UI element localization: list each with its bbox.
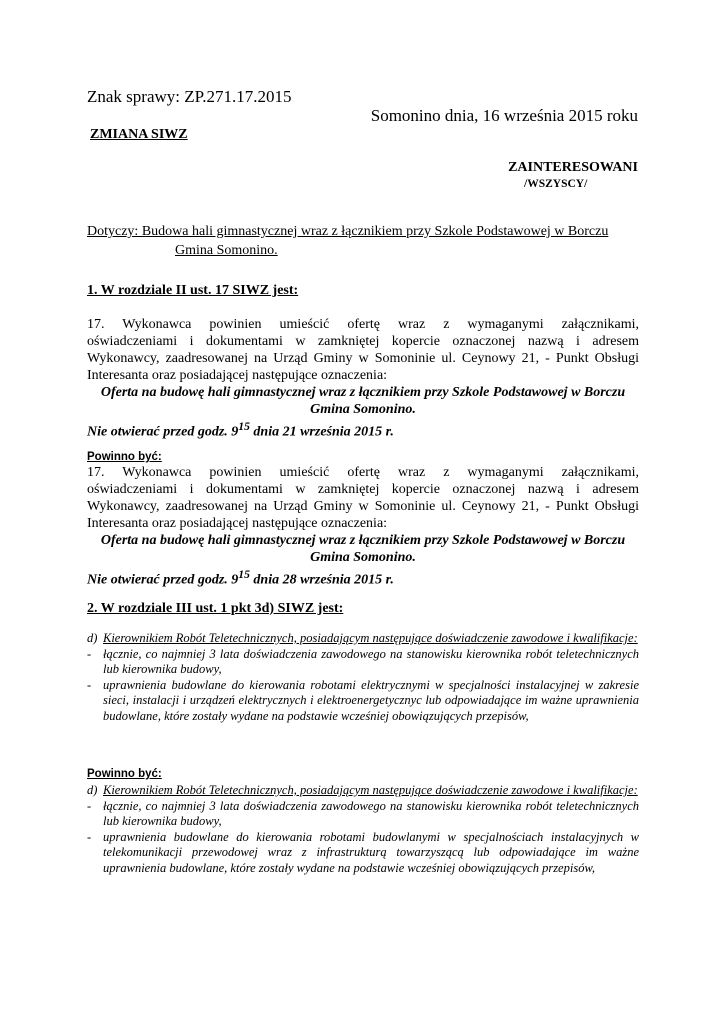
section2-heading: 2. W rozdziale III ust. 1 pkt 3d) SIWZ jest: (87, 601, 344, 616)
s1-should-offer1: Oferta na budowę hali gimnastycznej wraz z łącznikiem przy Szkole Podstawowej w Borczu (100, 533, 626, 548)
section1-should-label: Powinno być: (87, 451, 162, 463)
s2-is-bullet2: - (87, 677, 92, 692)
s1-should-line4: Interesanta oraz posiadającej następujące oznaczenia: (87, 516, 388, 531)
s1-should-line3: Wykonawcy, zaadresowanej na Urząd Gminy w Somoninie ul. Ceynowy 21, - Punkt Obsługi (87, 499, 639, 514)
s2-should-intro-row (87, 783, 639, 799)
s1-should-deadline-post: dnia 28 września 2015 r. (249, 572, 394, 588)
section1-current-text (87, 316, 639, 441)
s1-should-deadline (87, 566, 639, 589)
section1-heading: 1. W rozdziale II ust. 17 SIWZ jest: (87, 283, 299, 298)
s1-should-deadline-sup: 15 (238, 568, 250, 581)
s1-should-deadline-pre: Nie otwierać przed godz. 9 (87, 572, 239, 588)
s2-should-item2: uprawnienia budowlane do kierowania robotami budowlanymi w specjalnościach instalacyjnych w telekomunikacji przewodowej wraz z infrastrukturą towarzyszącą lub odpowiadające im ważne uprawnienia budowlane, które zostały wydane na podstawie wcześniej obowiązujących przepisów, (103, 829, 639, 875)
s1-is-deadline-sup: 15 (238, 420, 250, 433)
s2-should-item1-row (87, 799, 639, 830)
s1-should-line2: oświadczeniami i dokumentami w zamkniętej kopercie oznaczonej nazwą i adresem (87, 482, 639, 497)
case-sign: Znak sprawy: ZP.271.17.2015 (87, 87, 292, 106)
s1-is-offer1: Oferta na budowę hali gimnastycznej wraz z łącznikiem przy Szkole Podstawowej w Borczu (100, 385, 626, 400)
section2-new-list (87, 783, 639, 877)
s1-is-offer2: Gmina Somonino. (310, 402, 416, 417)
s2-should-item2-row (87, 830, 639, 877)
s2-should-item1: łącznie, co najmniej 3 lata doświadczenia zawodowego na stanowisku kierownika robót teletechnicznych lub kierownika budowy, (103, 798, 639, 829)
s1-should-line1: 17. Wykonawca powinien umieścić ofertę wraz z wymaganymi załącznikami, (87, 465, 639, 480)
s2-is-intro: Kierownikiem Robót Teletechnicznych, posiadającym następujące doświadczenie zawodowe i kwalifikacje: (103, 631, 638, 645)
s1-is-deadline-post: dnia 21 września 2015 r. (249, 424, 394, 440)
s2-is-bullet1: - (87, 646, 92, 661)
place-date: Somonino dnia, 16 września 2015 roku (370, 106, 638, 125)
s2-is-item1-row (87, 647, 639, 678)
s1-is-line3: Wykonawcy, zaadresowanej na Urząd Gminy w Somoninie ul. Ceynowy 21, - Punkt Obsługi (87, 351, 639, 366)
s1-is-line4: Interesanta oraz posiadającej następujące oznaczenia: (87, 368, 388, 383)
document-title: ZMIANA SIWZ (90, 127, 188, 142)
s1-is-line1: 17. Wykonawca powinien umieścić ofertę wraz z wymaganymi załącznikami, (87, 317, 639, 332)
section2-current-list (87, 631, 639, 725)
s2-should-bullet1: - (87, 798, 92, 813)
section1-new-text (87, 464, 639, 589)
s1-is-deadline-pre: Nie otwierać przed godz. 9 (87, 424, 239, 440)
addressee-line1: ZAINTERESOWANI (508, 160, 638, 175)
subject (87, 222, 639, 260)
s1-is-deadline (87, 418, 639, 441)
addressee-line2: /WSZYSCY/ (524, 178, 588, 190)
s2-should-marker: d) (87, 783, 98, 797)
s2-should-intro: Kierownikiem Robót Teletechnicznych, posiadającym następujące doświadczenie zawodowe i kwalifikacje: (103, 783, 638, 797)
subject-line1: Dotyczy: Budowa hali gimnastycznej wraz z łącznikiem przy Szkole Podstawowej w Borczu (87, 224, 609, 239)
s1-is-line2: oświadczeniami i dokumentami w zamkniętej kopercie oznaczonej nazwą i adresem (87, 334, 639, 349)
s2-is-item1: łącznie, co najmniej 3 lata doświadczenia zawodowego na stanowisku kierownika robót teletechnicznych lub kierownika budowy, (103, 646, 639, 677)
section2-should-label: Powinno być: (87, 768, 162, 780)
s1-should-offer2: Gmina Somonino. (310, 550, 416, 565)
s2-is-intro-row (87, 631, 639, 647)
s2-should-bullet2: - (87, 829, 92, 844)
subject-line2: Gmina Somonino. (175, 243, 278, 258)
s2-is-marker: d) (87, 631, 98, 645)
s2-is-item2: uprawnienia budowlane do kierowania robotami elektrycznymi w specjalności instalacyjnej w zakresie sieci, instalacji i urządzeń elektrycznych i elektroenergetycznyc lub odpowiadające im ważne uprawnienia budowlane, które zostały wydane na podstawie wcześniej obowiązujących przepisów, (103, 677, 639, 723)
s2-is-item2-row (87, 678, 639, 725)
